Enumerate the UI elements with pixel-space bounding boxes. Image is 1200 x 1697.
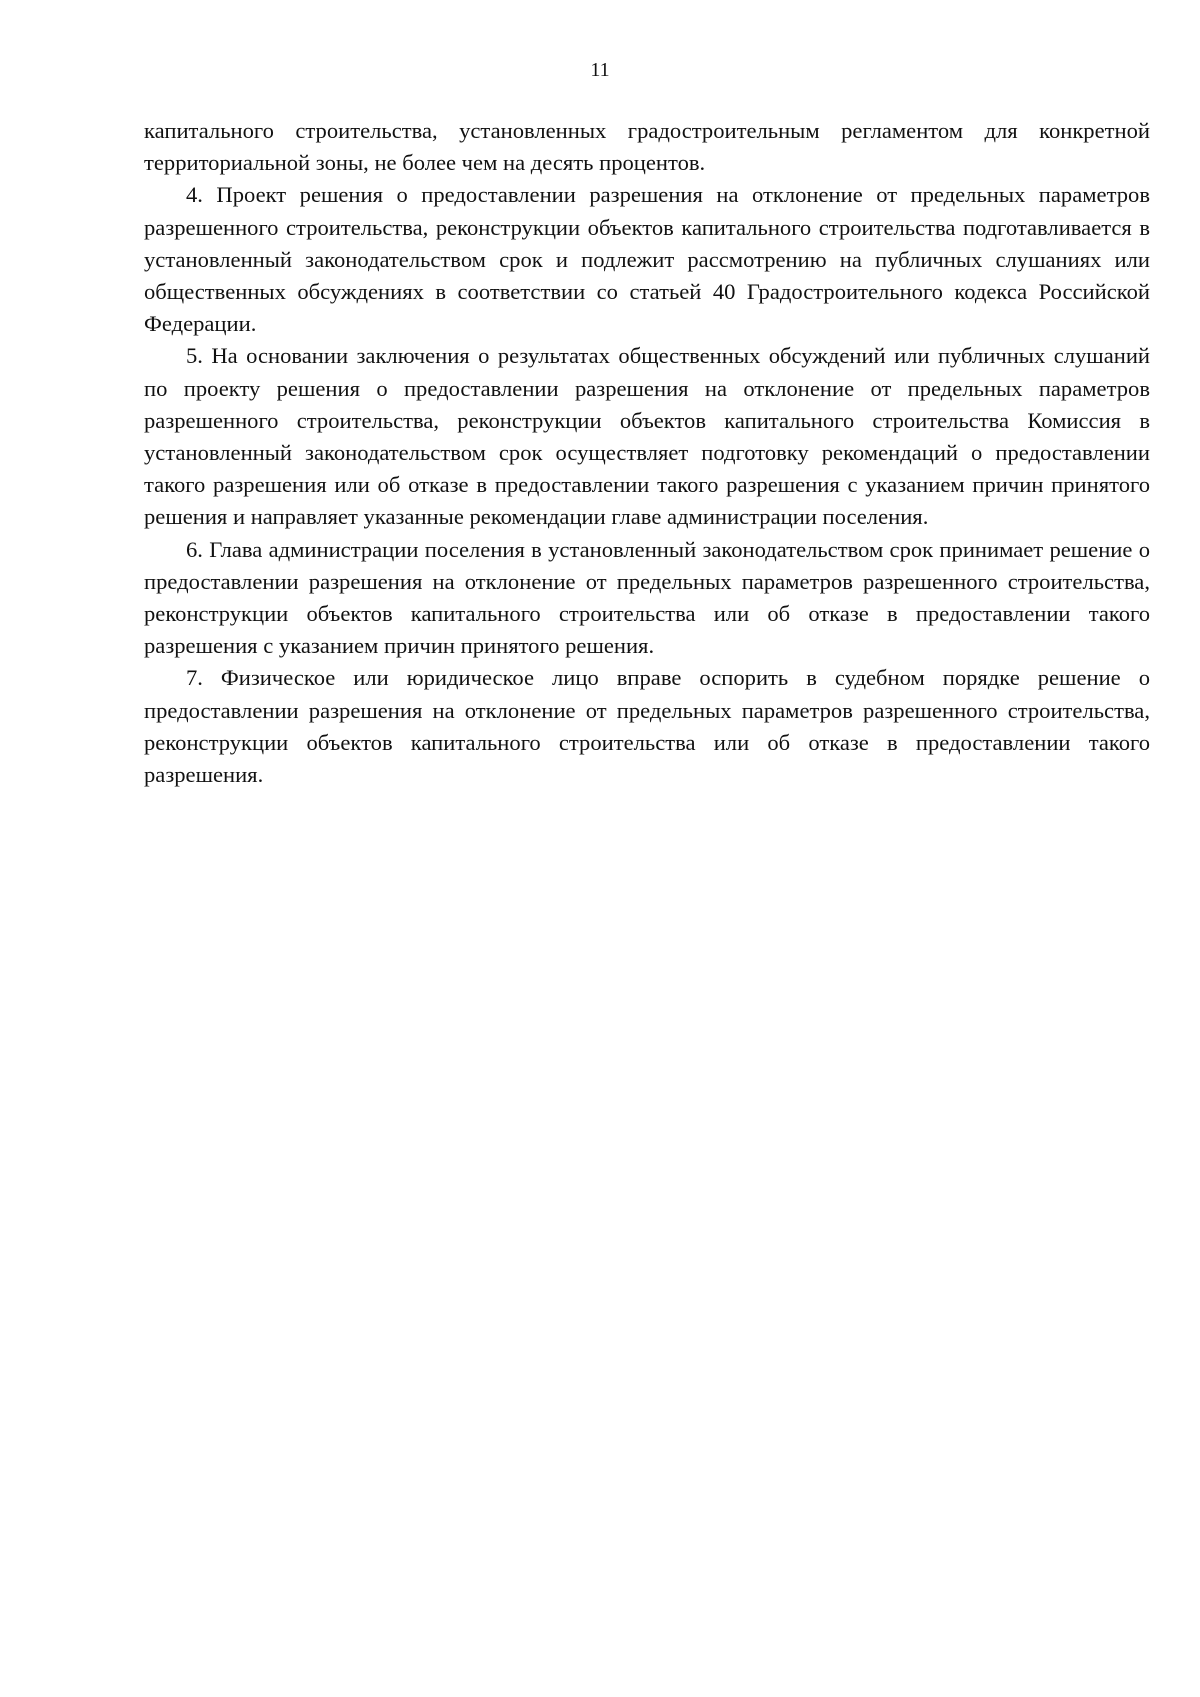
page-number: 11: [590, 59, 610, 81]
paragraph-continuation: капитального строительства, установленных градостроительным регламентом для конкретной территориальной зоны, не более чем на десять процентов.: [144, 118, 1150, 176]
paragraph-item-7: 7. Физическое или юридическое лицо вправе оспорить в судебном порядке решение о предоставлении разрешения на отклонение от предельных параметров разрешенного строительства, реконструкции объектов капитального строительства или об отказе в предоставлении такого разрешения.: [144, 665, 1150, 788]
document-body: [144, 115, 1150, 791]
paragraph-item-6: 6. Глава администрации поселения в установленный законодательством срок принимает решение о предоставлении разрешения на отклонение от предельных параметров разрешенного строительства, реконструкции объектов капитального строительства или об отказе в предоставлении такого разрешения с указанием причин принятого решения.: [144, 536, 1150, 659]
paragraph-item-5: 5. На основании заключения о результатах общественных обсуждений или публичных слушаний по проекту решения о предоставлении разрешения на отклонение от предельных параметров разрешенного строительства, реконструкции объектов капитального строительства Комиссия в установленный законодательством срок осуществляет подготовку рекомендаций о предоставлении такого разрешения или об отказе в предоставлении такого разрешения с указанием причин принятого решения и направляет указанные рекомендации главе администрации поселения.: [144, 343, 1150, 530]
paragraph-item-4: 4. Проект решения о предоставлении разрешения на отклонение от предельных параметров разрешенного строительства, реконструкции объектов капитального строительства подготавливается в установленный законодательством срок и подлежит рассмотрению на публичных слушаниях или общественных обсуждениях в соответствии со статьей 40 Градостроительного кодекса Российской Федерации.: [144, 182, 1150, 337]
